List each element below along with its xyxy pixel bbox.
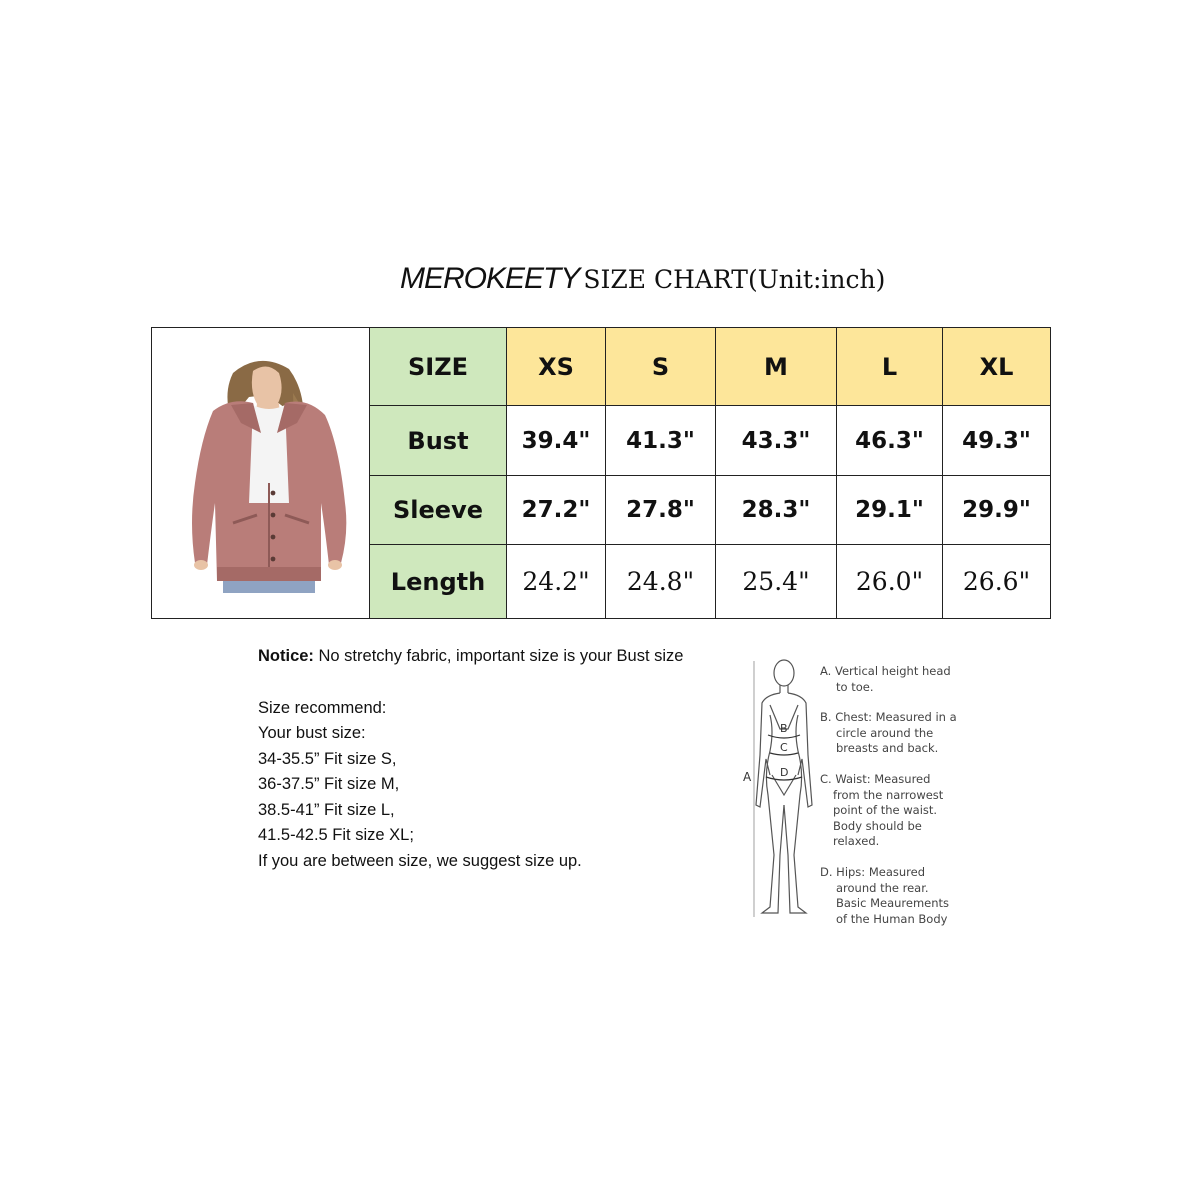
chart-title-text: SIZE CHART(Unit:inch) [583,265,886,294]
legend-c [820,772,943,850]
jacket-product-image [161,353,361,593]
length-l: 26.0" [837,545,943,619]
size-header-xs: XS [507,328,606,406]
size-header-l: L [837,328,943,406]
bust-xl: 49.3" [943,406,1051,476]
length-xs: 24.2" [507,545,606,619]
brand-name: MEROKEETY [400,262,580,295]
recommend-line: 34-35.5” Fit size S, [258,749,397,768]
label-d: D [780,766,789,779]
recommend-line: 36-37.5” Fit size M, [258,775,400,793]
legend-line: to toe. [836,679,874,694]
size-table [151,327,1051,619]
sleeve-s: 27.8" [606,476,716,545]
size-header-row [152,328,1051,406]
recommend-line: Size recommend: [258,698,387,717]
legend-a [820,664,951,695]
legend-line: Body should be [833,818,922,833]
body-outline-figure [740,655,820,925]
recommend-line: 38.5-41” Fit size L, [258,800,395,819]
length-s: 24.8" [606,545,716,619]
size-header-xl: XL [943,328,1051,406]
legend-d [820,865,949,927]
legend-line: A. Vertical height head [820,664,951,678]
row-label-sleeve: Sleeve [370,476,507,545]
row-label-bust: Bust [370,406,507,476]
product-photo-cell [152,328,370,619]
length-m: 25.4" [716,545,837,619]
notice-line [258,644,728,670]
bust-s: 41.3" [606,406,716,476]
label-b: B [780,722,788,735]
chart-title [400,262,960,302]
sleeve-xl: 29.9" [943,476,1051,545]
legend-line: B. Chest: Measured in a [820,710,957,724]
size-header-label: SIZE [370,328,507,406]
sleeve-m: 28.3" [716,476,837,545]
size-header-m: M [716,328,837,406]
bust-m: 43.3" [716,406,837,476]
size-notes [258,644,728,874]
legend-line: breasts and back. [836,741,939,755]
sleeve-xs: 27.2" [507,476,606,545]
legend-line: relaxed. [833,834,880,848]
size-header-s: S [606,328,716,406]
legend-line: point of the waist. [833,803,938,817]
legend-line: Basic Meaurements [836,896,950,910]
label-c: C [780,741,788,754]
notice-label: Notice: [258,647,314,665]
legend-line: of the Human Body [836,911,948,926]
label-a: A [743,770,752,784]
recommend-line: 41.5-42.5 Fit size XL; [258,826,414,844]
legend-line: around the rear. [836,880,929,895]
row-label-length: Length [370,545,507,619]
recommend-line: Your bust size: [258,724,366,742]
legend-line: D. Hips: Measured [820,865,926,879]
length-xl: 26.6" [943,545,1051,619]
bust-l: 46.3" [837,406,943,476]
notice-text: No stretchy fabric, important size is your Bust size [313,647,684,665]
legend-b [820,710,957,757]
legend-line: C. Waist: Measured [820,772,931,786]
bust-xs: 39.4" [507,406,606,476]
legend-line: from the narrowest [833,787,944,802]
recommend-line: If you are between size, we suggest size up. [258,851,582,870]
sleeve-l: 29.1" [837,476,943,545]
legend-line: circle around the [836,725,934,740]
